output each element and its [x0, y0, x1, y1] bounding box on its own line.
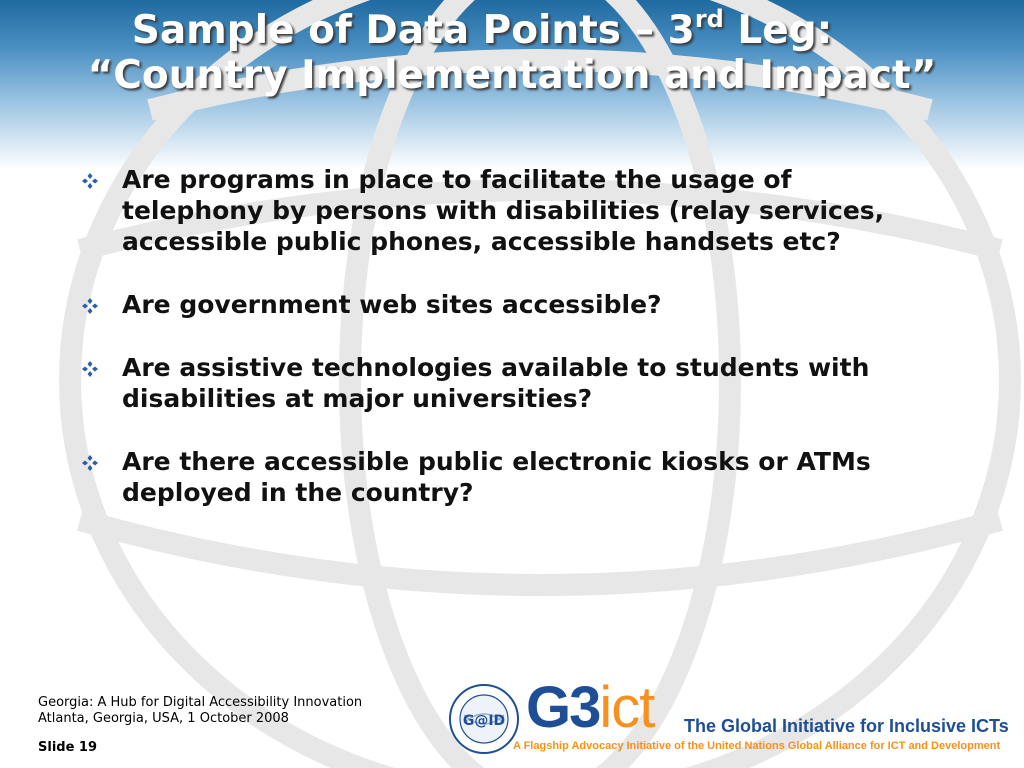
title-superscript: rd — [694, 5, 724, 33]
title-line-1-suffix: Leg: — [723, 8, 833, 53]
list-item — [80, 352, 910, 414]
brand-g3: G3 — [526, 675, 600, 740]
footer-line-2: Atlanta, Georgia, USA, 1 October 2008 — [38, 711, 289, 726]
slide-title — [0, 5, 1024, 98]
g3ict-logo — [526, 675, 655, 740]
bullet-text: Are government web sites accessible? — [122, 290, 662, 319]
slide-number: Slide 19 — [38, 740, 98, 755]
list-item — [80, 164, 910, 257]
bullet-list — [80, 164, 910, 540]
diamond-bullet-icon — [82, 298, 98, 314]
list-item — [80, 289, 910, 320]
footer-line-1: Georgia: A Hub for Digital Accessibility Innovation — [38, 695, 363, 710]
title-line-1-prefix: Sample of Data Points – 3 — [131, 8, 695, 53]
seal-text: G@ID — [462, 713, 506, 729]
bullet-text: Are assistive technologies available to students with disabilities at major universities? — [122, 353, 870, 413]
brand-tagline: The Global Initiative for Inclusive ICTs — [684, 716, 1009, 736]
gaid-seal-logo — [448, 683, 520, 755]
bullet-text: Are there accessible public electronic kiosks or ATMs deployed in the country? — [122, 447, 871, 507]
title-line-2: “Country Implementation and Impact” — [87, 53, 937, 98]
diamond-bullet-icon — [82, 173, 98, 189]
diamond-bullet-icon — [82, 361, 98, 377]
diamond-bullet-icon — [82, 455, 98, 471]
title-line-1 — [0, 5, 1024, 53]
footer-event-info — [38, 695, 362, 727]
bullet-text: Are programs in place to facilitate the usage of telephony by persons with disabilities (relay services, accessible public phones, accessible handsets etc? — [122, 165, 885, 256]
list-item — [80, 446, 910, 508]
brand-subtagline: A Flagship Advocacy Initiative of the United Nations Global Alliance for ICT and Development — [513, 740, 1001, 752]
brand-ict: ict — [599, 675, 655, 740]
